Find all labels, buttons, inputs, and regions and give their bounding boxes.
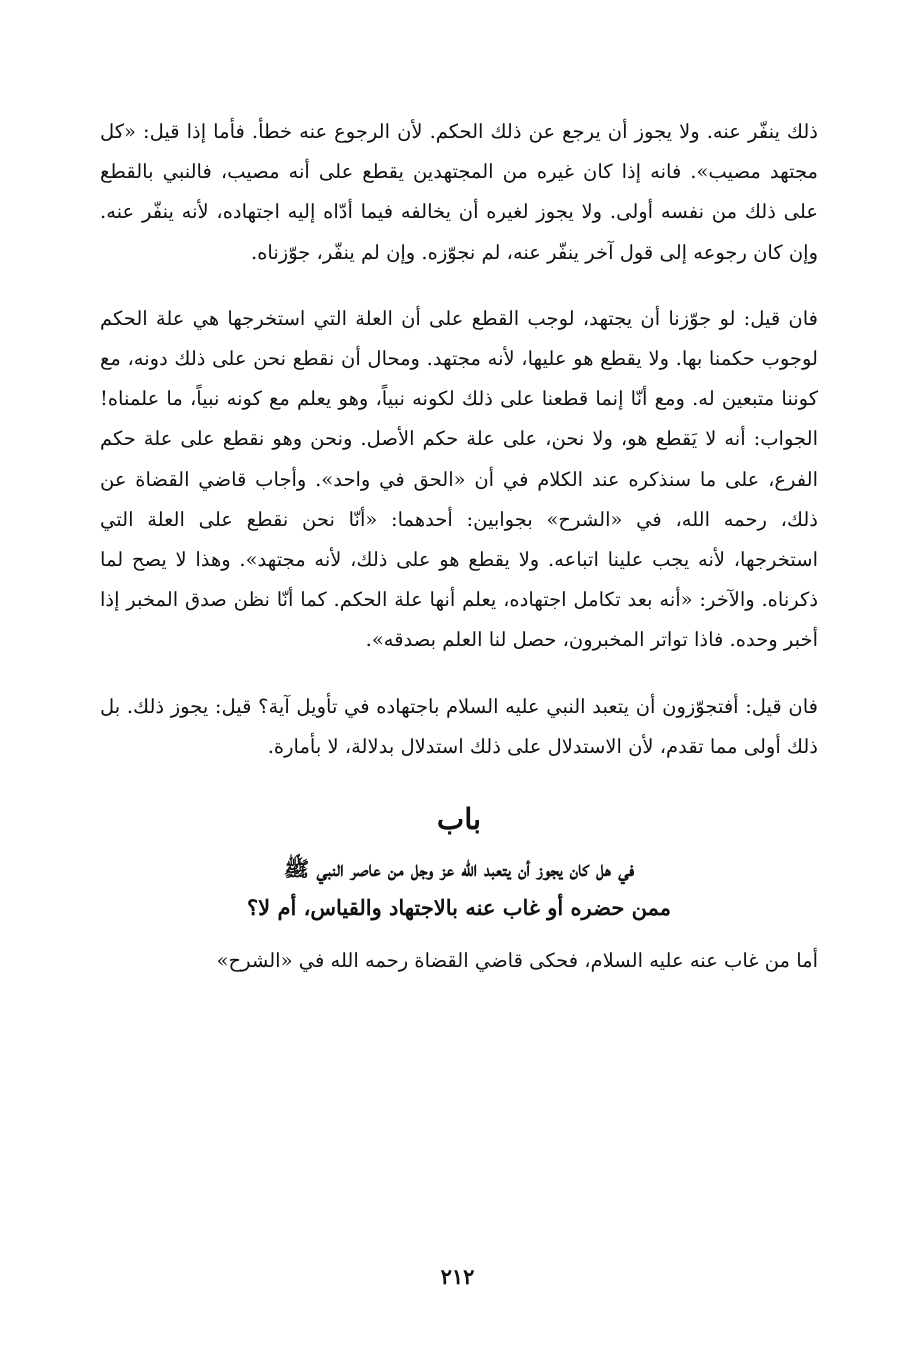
page-number: ٢١٢ bbox=[440, 1264, 475, 1289]
page-body bbox=[100, 112, 818, 981]
chapter-subheading: في هل كان يجوز أن يتعبد الله عز وجل من عاصر النبي ﷺ ممن حضره أو غاب عنه بالاجتهاد والقياس، أم لا؟ bbox=[247, 856, 671, 921]
paragraph-4: أما من غاب عنه عليه السلام، فحكى قاضي القضاة رحمه الله في «الشرح» bbox=[216, 949, 818, 973]
paragraph-1: ذلك ينفّر عنه. ولا يجوز أن يرجع عن ذلك الحكم. لأن الرجوع عنه خطأ. فأما إذا قيل: «كل مجتهد مصيب». فانه إذا كان غيره من المجتهدين يقطع على أنه مصيب، فالنبي بالقطع على ذلك من نفسه أولى. ولا يجوز لغيره أن يخالفه فيما أدّاه إليه اجتهاده، لأنه ينفّر عنه. وإن كان رجوعه إلى قول آخر ينفّر عنه، لم نجوّزه. وإن لم ينفّر، جوّزناه. bbox=[100, 120, 818, 264]
paragraph-3: فان قيل: أفتجوّزون أن يتعبد النبي عليه السلام باجتهاده في تأويل آية؟ قيل: يجوز ذلك. بل ذلك أولى مما تقدم، لأن الاستدلال على ذلك استدلال بدلالة، لا بأمارة. bbox=[100, 694, 818, 758]
chapter-heading: باب bbox=[436, 802, 482, 837]
paragraph-2: فان قيل: لو جوّزنا أن يجتهد، لوجب القطع على أن العلة التي استخرجها هي علة الحكم لوجوب حكمنا بها. ولا يقطع هو عليها، لأنه مجتهد. ومحال أن نقطع نحن على ذلك دونه، مع كوننا متبعين له. ومع أنّا إنما قطعنا على ذلك لكونه نبياً، وهو يعلم مع كونه نبياً، ما علمناه! الجواب: أنه لا يَقطع هو، ولا نحن، على علة حكم الأصل. ونحن وهو نقطع على علة حكم الفرع، على ما سنذكره عند الكلام في أن «الحق في واحد». وأجاب قاضي القضاة عن ذلك، رحمه الله، في «الشرح» بجوابين: أحدهما: «أنّا نحن نقطع على العلة التي استخرجها، لأنه يجب علينا اتباعه. ولا يقطع هو على ذلك، لأنه مجتهد». وهذا لا يصح لما ذكرناه. والآخر: «أنه بعد تكامل اجتهاده، يعلم أنها علة الحكم. كما أنّا نظن صدق المخبر إذا أخبر وحده. فاذا تواتر المخبرون، حصل لنا العلم بصدقه». bbox=[100, 306, 818, 652]
